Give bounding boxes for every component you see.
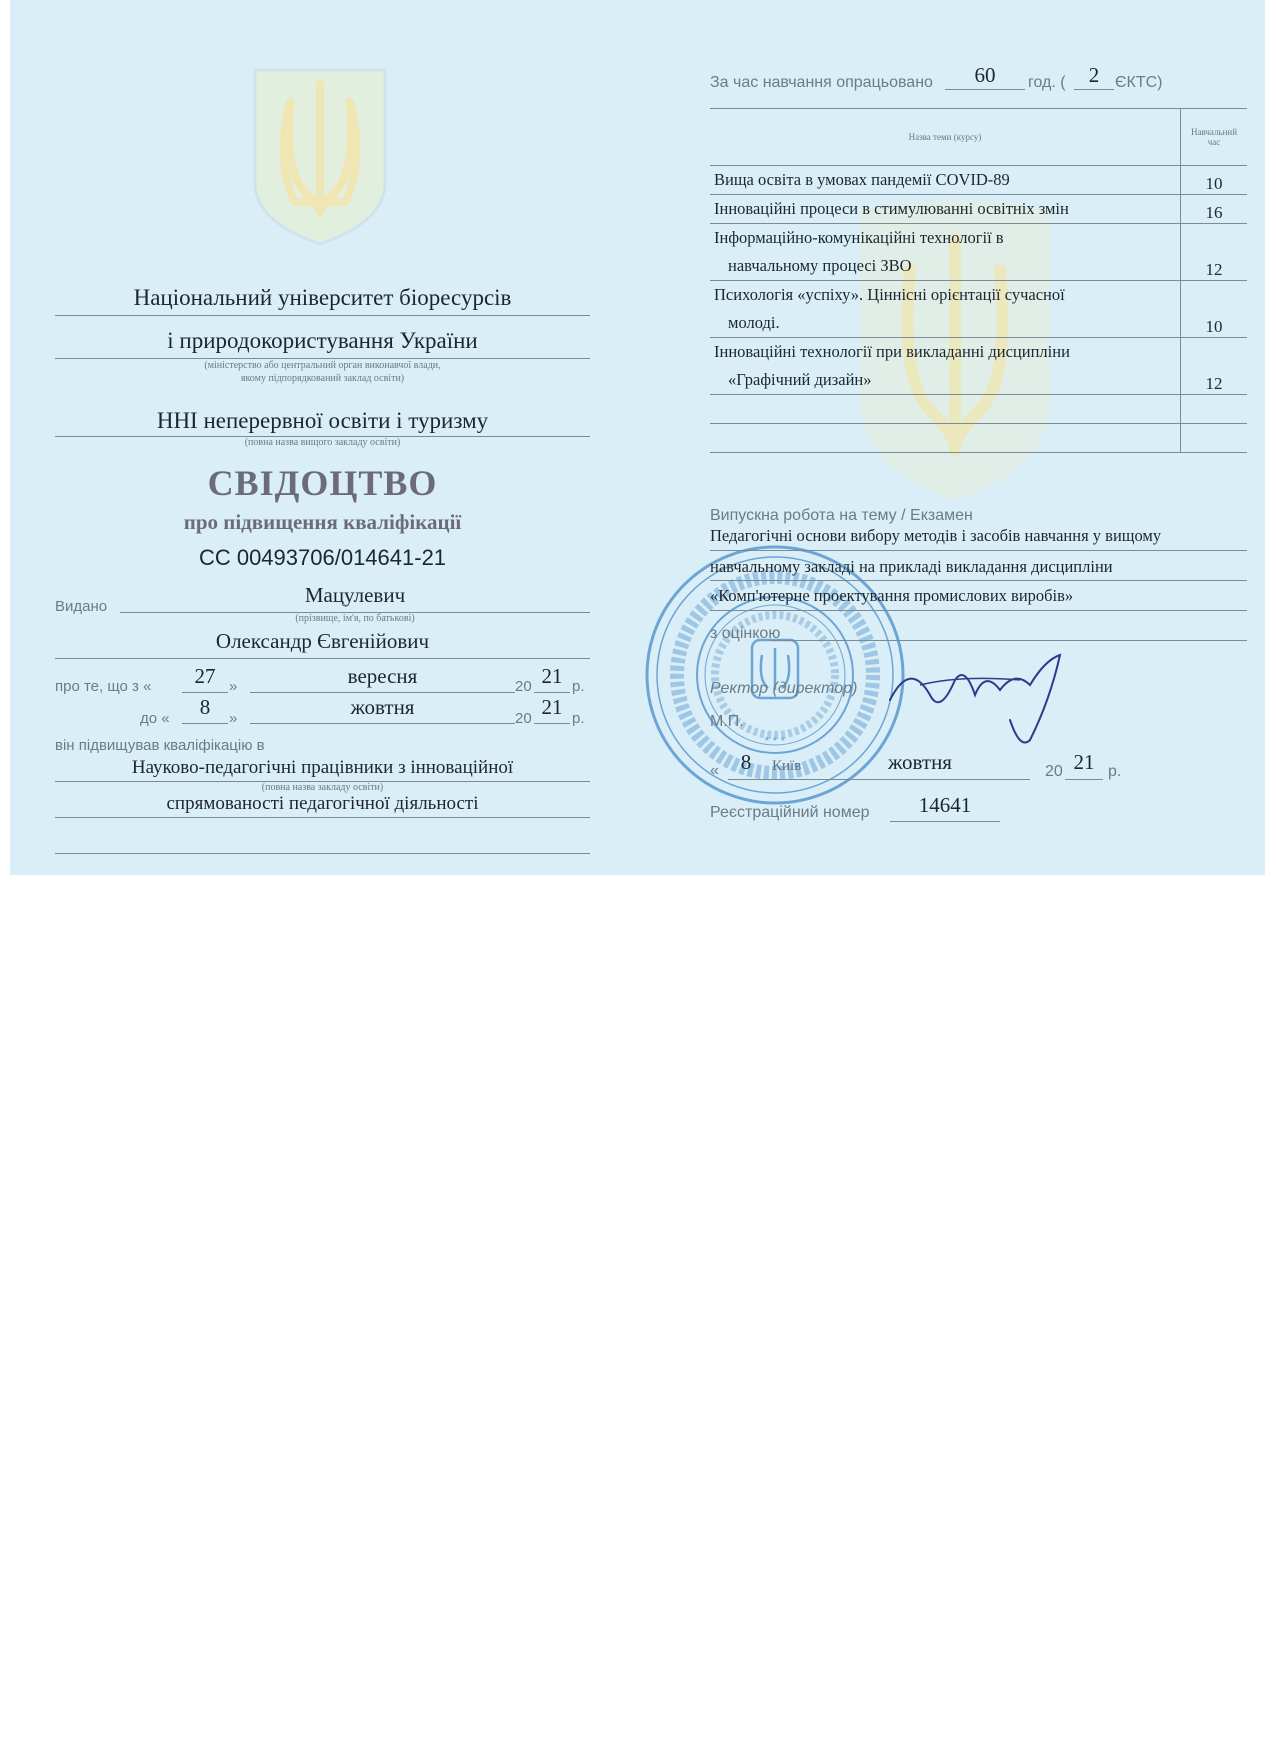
- divider: [55, 817, 590, 818]
- divider: [182, 723, 228, 724]
- divider: [945, 89, 1025, 90]
- certificate-sheet: [10, 0, 1265, 875]
- rector-label: Ректор (директор): [710, 680, 858, 697]
- divider: [55, 658, 590, 659]
- hours-prefix: За час навчання опрацьовано: [710, 74, 933, 91]
- year-suffix: р.: [572, 678, 585, 695]
- issue-quote-open: «: [710, 762, 719, 779]
- divider: [250, 692, 515, 693]
- topic-name: [710, 338, 1181, 395]
- issued-label: Видано: [55, 598, 108, 615]
- period-from-year: 21: [541, 664, 563, 688]
- divider: [1074, 89, 1114, 90]
- period-to-prefix: до «: [140, 710, 170, 727]
- certificate-title: СВІДОЦТВО: [207, 463, 438, 503]
- divider: [534, 723, 570, 724]
- final-work-line-1: Педагогічні основи вибору методів і засобів навчання у вищому: [710, 526, 1162, 545]
- qualification-line-2: спрямованості педагогічної діяльності: [166, 793, 479, 814]
- name-caption: (прізвище, ім'я, по батькові): [295, 613, 415, 624]
- period-from-month: вересня: [347, 664, 418, 688]
- divider: [710, 580, 1247, 581]
- quote-close: »: [229, 710, 238, 727]
- table-row: [710, 338, 1247, 395]
- column-header-hours: Навчальний час: [1181, 109, 1248, 166]
- holder-given-names: Олександр Євгенійович: [215, 629, 430, 653]
- divider: [55, 358, 590, 359]
- divider: [55, 315, 590, 316]
- topic-name: Вища освіта в умовах пандемії COVID-89: [710, 166, 1181, 195]
- svg-text:* * *: * * *: [764, 734, 786, 748]
- divider: [710, 610, 1247, 611]
- topic-hours: 12: [1181, 338, 1248, 395]
- table-row: [710, 195, 1247, 224]
- topic-hours: 12: [1181, 224, 1248, 281]
- period-from-day: 27: [194, 664, 216, 688]
- final-work-line-2: навчальному закладі на прикладі викладання дисципліни: [710, 557, 1113, 576]
- divider: [250, 723, 515, 724]
- divider: [890, 821, 1000, 822]
- divider: [710, 550, 1247, 551]
- topic-name-line-2: молоді.: [728, 313, 780, 332]
- topic-name-line-2: навчальному процесі ЗВО: [728, 256, 912, 275]
- issue-year: 21: [1073, 750, 1095, 774]
- table-header-row: [710, 109, 1247, 166]
- certificate-subtitle: про підвищення кваліфікації: [183, 510, 462, 534]
- qualification-caption: (повна назва закладу освіти): [261, 782, 384, 793]
- divider: [728, 779, 1030, 780]
- final-work-label: Випускна робота на тему / Екзамен: [710, 507, 973, 524]
- year-prefix: 20: [515, 678, 532, 695]
- divider: [770, 640, 1247, 641]
- table-row: [710, 224, 1247, 281]
- final-work-line-3: «Комп'ютерне проектування промислових виробів»: [710, 586, 1074, 605]
- issue-year-prefix: 20: [1045, 763, 1063, 780]
- year-prefix: 20: [515, 710, 532, 727]
- topic-name-line-1: Інноваційні технології при викладанні дисципліни: [714, 342, 1070, 361]
- table-row: [710, 281, 1247, 338]
- table-row: [710, 166, 1247, 195]
- topic-hours: 10: [1181, 281, 1248, 338]
- period-to-month: жовтня: [350, 695, 415, 719]
- ministry-caption-1: (міністерство або центральний орган виконавчої влади,: [204, 360, 441, 371]
- year-suffix: р.: [572, 710, 585, 727]
- holder-surname: Мацулевич: [304, 583, 406, 607]
- faculty-caption: (повна назва вищого закладу освіти): [244, 437, 401, 448]
- topic-hours: 10: [1181, 166, 1248, 195]
- period-to-day: 8: [199, 695, 211, 719]
- topic-name: [710, 224, 1181, 281]
- divider: [1065, 779, 1103, 780]
- mp-label: М.П.: [710, 713, 744, 730]
- grade-label: з оцінкою: [710, 625, 781, 642]
- period-to-year: 21: [541, 695, 563, 719]
- divider: [534, 692, 570, 693]
- quote-close: »: [229, 678, 238, 695]
- issue-year-suffix: р.: [1108, 763, 1122, 780]
- topic-name: Інноваційні процеси в стимулюванні освітніх змін: [710, 195, 1181, 224]
- table-row-empty: [710, 424, 1247, 453]
- certificate-number: СС 00493706/014641-21: [198, 545, 447, 570]
- issue-city: Київ: [772, 758, 802, 774]
- qualification-line-1: Науково-педагогічні працівники з інноваційної: [131, 757, 514, 778]
- issue-day: 8: [740, 750, 752, 774]
- topics-table: [710, 108, 1247, 453]
- faculty-name: ННІ неперервної освіти і туризму: [156, 408, 489, 433]
- registration-number: 14641: [918, 793, 972, 817]
- hours-value: 60: [974, 63, 996, 87]
- coat-of-arms-icon: [245, 62, 395, 250]
- signature-icon: [880, 640, 1080, 760]
- topic-name-line-2: «Графічний дизайн»: [728, 370, 872, 389]
- institution-line-2: і природокористування України: [167, 328, 478, 353]
- column-header-topic: Назва теми (курсу): [710, 109, 1181, 166]
- topic-name-line-1: Інформаційно-комунікаційні технології в: [714, 228, 1004, 247]
- table-row-empty: [710, 395, 1247, 424]
- topic-name: [710, 281, 1181, 338]
- ects-value: 2: [1088, 63, 1100, 87]
- qualification-label: він підвищував кваліфікацію в: [55, 737, 265, 754]
- divider: [182, 692, 228, 693]
- institution-line-1: Національний університет біоресурсів: [133, 285, 512, 310]
- topic-hours: 16: [1181, 195, 1248, 224]
- registration-label: Реєстраційний номер: [710, 804, 870, 821]
- ects-label: ЄКТС): [1115, 74, 1163, 91]
- issue-month: жовтня: [888, 750, 952, 774]
- period-from-prefix: про те, що з «: [55, 678, 152, 695]
- divider: [55, 853, 590, 854]
- topic-name-line-1: Психологія «успіху». Ціннісні орієнтації сучасної: [714, 285, 1065, 304]
- hours-unit: год. (: [1028, 74, 1066, 91]
- ministry-caption-2: якому підпорядкований заклад освіти): [240, 373, 405, 384]
